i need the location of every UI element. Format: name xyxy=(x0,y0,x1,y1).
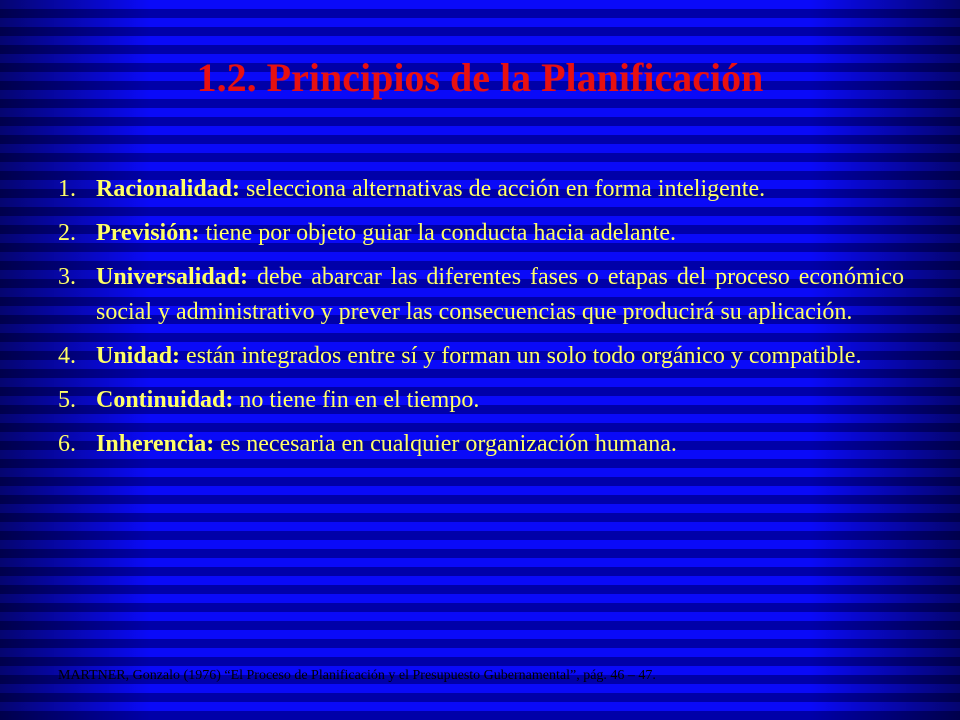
list-item xyxy=(58,383,904,418)
item-number: 3. xyxy=(58,264,76,290)
item-description: debe abarcar las diferentes fases o etapas del proceso económico social y administrativo y prever las consecuencias que producirá su aplicación. xyxy=(96,264,904,325)
list-item xyxy=(58,260,904,330)
item-number: 4. xyxy=(58,343,76,369)
list-item xyxy=(58,172,904,207)
item-number: 6. xyxy=(58,431,76,457)
item-description: están integrados entre sí y forman un solo todo orgánico y compatible. xyxy=(180,343,862,369)
slide-title: 1.2. Principios de la Planificación xyxy=(196,55,764,100)
item-term: Continuidad: xyxy=(96,387,234,413)
item-description: tiene por objeto guiar la conducta hacia adelante. xyxy=(199,220,676,246)
item-term: Racionalidad: xyxy=(96,176,241,202)
item-term: Previsión: xyxy=(96,220,200,246)
item-description: no tiene fin en el tiempo. xyxy=(233,387,480,413)
item-number: 5. xyxy=(58,387,76,413)
item-number: 2. xyxy=(58,220,76,246)
item-term: Unidad: xyxy=(96,343,181,369)
item-description: selecciona alternativas de acción en forma inteligente. xyxy=(240,176,766,202)
citation-footer: MARTNER, Gonzalo (1976) “El Proceso de Planificación y el Presupuesto Gubernamental”, pág. 46 – 47. xyxy=(58,668,656,683)
item-term: Universalidad: xyxy=(96,264,249,290)
list-item xyxy=(58,339,904,374)
item-description: es necesaria en cualquier organización humana. xyxy=(214,431,677,457)
list-item xyxy=(58,216,904,251)
list-item xyxy=(58,427,904,462)
item-term: Inherencia: xyxy=(96,431,215,457)
principles-list xyxy=(58,172,904,471)
item-number: 1. xyxy=(58,176,76,202)
